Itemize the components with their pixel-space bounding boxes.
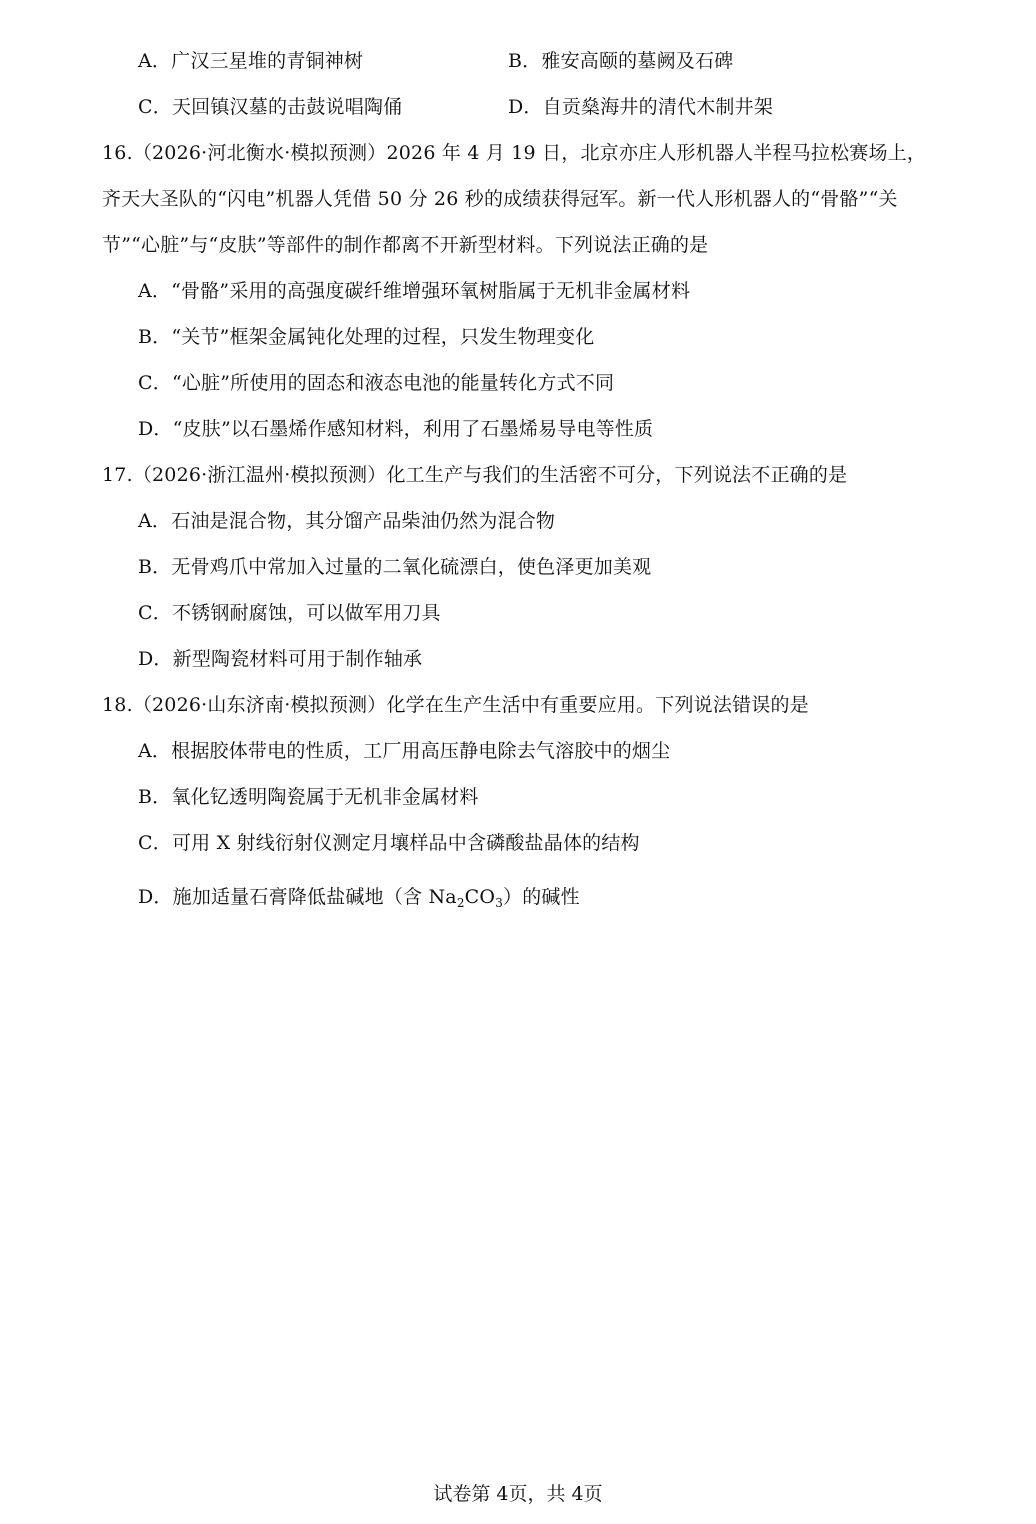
q18-option-a: A．根据胶体带电的性质，工厂用高压静电除去气溶胶中的烟尘 <box>138 740 671 762</box>
q16-stem-line-1: 16.（2026·河北衡水·模拟预测）2026 年 4 月 19 日，北京亦庄人形机器人半程马拉松赛场上， <box>102 142 927 164</box>
q16-stem-line-3: 节”“心脏”与“皮肤”等部件的制作都离不开新型材料。下列说法正确的是 <box>102 234 709 256</box>
q18-option-d <box>138 883 580 917</box>
q16-option-b: B．“关节”框架金属钝化处理的过程，只发生物理变化 <box>138 326 595 348</box>
q17-stem: 17.（2026·浙江温州·模拟预测）化工生产与我们的生活密不可分，下列说法不正确的是 <box>102 464 848 486</box>
q18-option-d-text-mid: CO <box>464 886 496 908</box>
q18-stem: 18.（2026·山东济南·模拟预测）化学在生产生活中有重要应用。下列说法错误的是 <box>102 694 809 716</box>
q17-option-b: B．无骨鸡爪中常加入过量的二氧化硫漂白，使色泽更加美观 <box>138 556 652 578</box>
q16-option-c: C．“心脏”所使用的固态和液态电池的能量转化方式不同 <box>138 372 615 394</box>
q18-option-d-text-pre: D．施加适量石膏降低盐碱地（含 Na <box>138 886 457 908</box>
q16-option-d: D．“皮肤”以石墨烯作感知材料，利用了石墨烯易导电等性质 <box>138 418 654 440</box>
q16-stem-line-2: 齐天大圣队的“闪电”机器人凭借 50 分 26 秒的成绩获得冠军。新一代人形机器人的“骨骼”“关 <box>102 188 898 210</box>
q15-option-a: A．广汉三星堆的青铜神树 <box>138 50 364 72</box>
q18-option-c: C．可用 X 射线衍射仪测定月壤样品中含磷酸盐晶体的结构 <box>138 832 640 854</box>
page-footer: 试卷第 4页，共 4页 <box>433 1483 603 1505</box>
q16-option-a: A．“骨骼”采用的高强度碳纤维增强环氧树脂属于无机非金属材料 <box>138 280 691 302</box>
q15-option-b: B．雅安高颐的墓阙及石碑 <box>508 50 734 72</box>
q17-option-c: C．不锈钢耐腐蚀，可以做军用刀具 <box>138 602 441 624</box>
q18-option-d-text-post: ）的碱性 <box>503 886 580 908</box>
q17-option-a: A．石油是混合物，其分馏产品柴油仍然为混合物 <box>138 510 556 532</box>
q17-option-d: D．新型陶瓷材料可用于制作轴承 <box>138 648 423 670</box>
q15-option-d: D．自贡燊海井的清代木制井架 <box>508 96 774 118</box>
q18-option-d-subscript-2: 3 <box>495 896 504 910</box>
q15-option-c: C．天回镇汉墓的击鼓说唱陶俑 <box>138 96 403 118</box>
q18-option-d-subscript-1: 2 <box>456 896 465 910</box>
q18-option-b: B．氧化钇透明陶瓷属于无机非金属材料 <box>138 786 479 808</box>
